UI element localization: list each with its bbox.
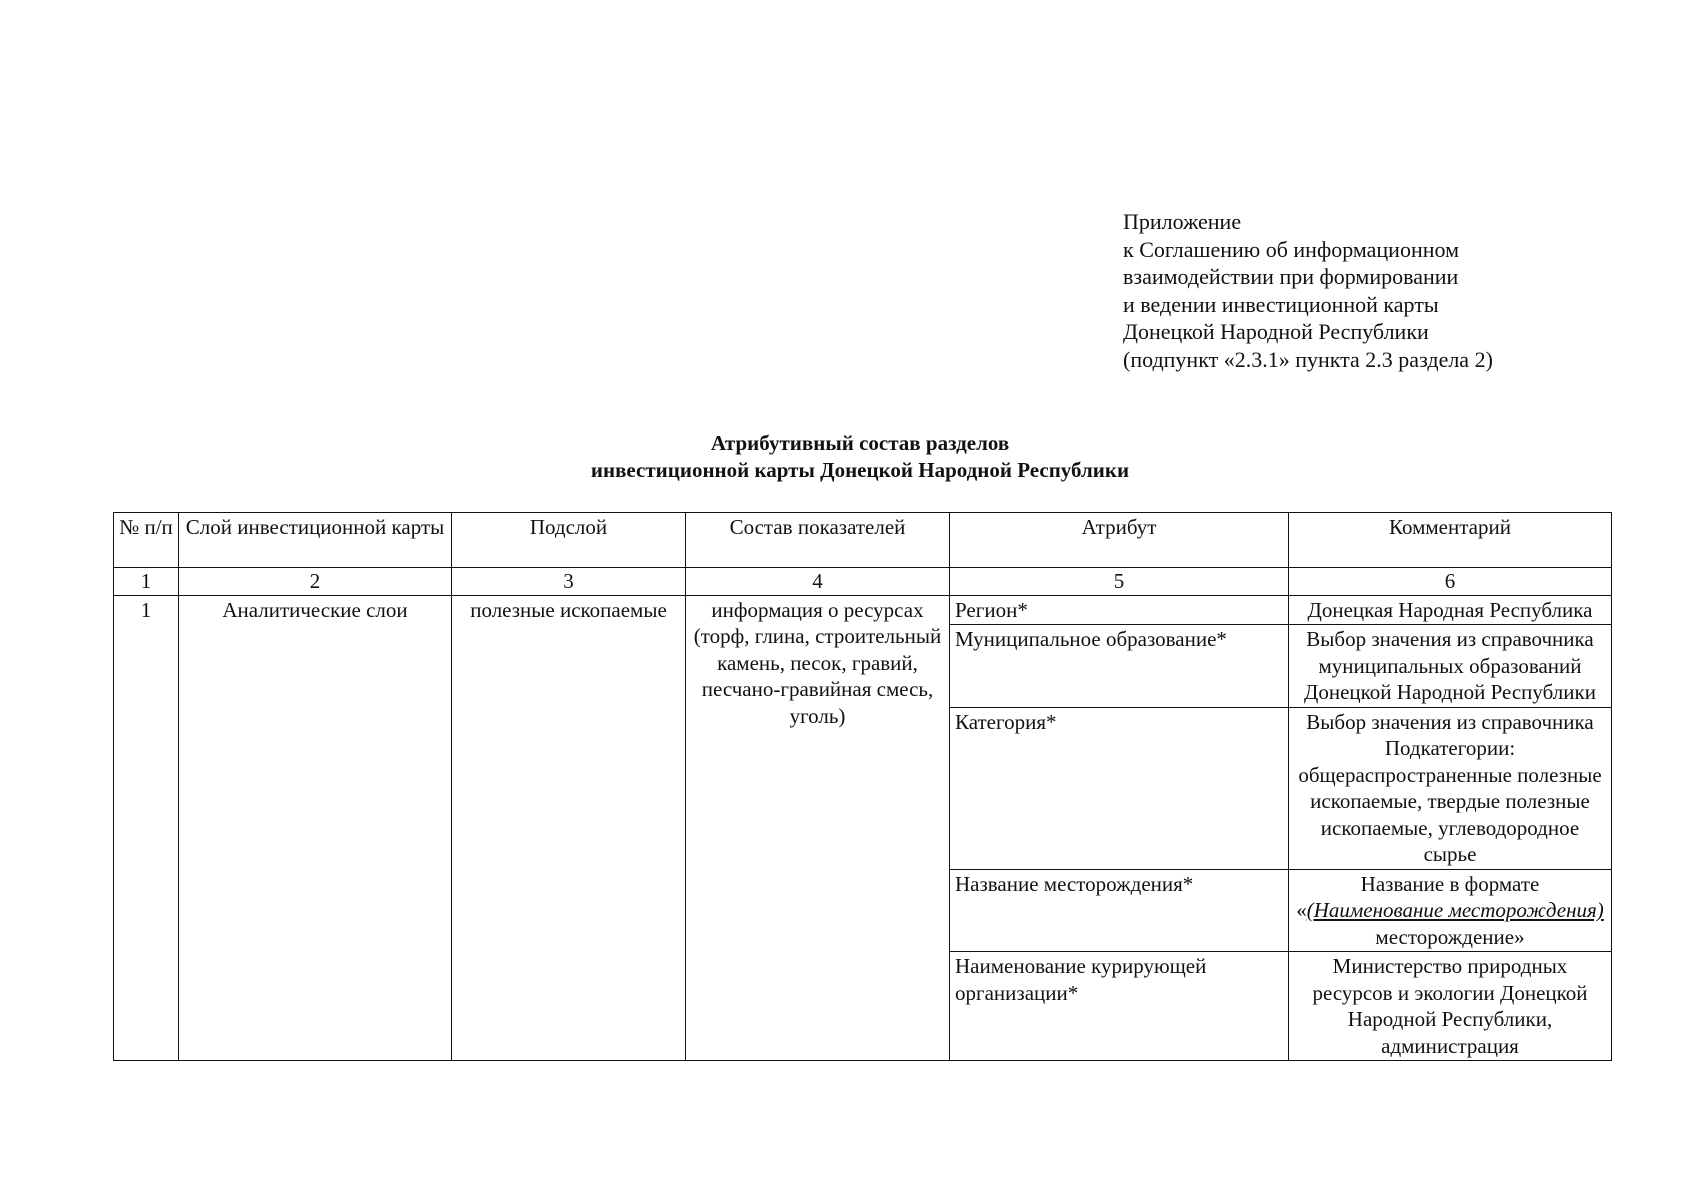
header-comment: Комментарий (1289, 513, 1612, 568)
appendix-line: Донецкой Народной Республики (1123, 319, 1429, 344)
row-indicators: информация о ресурсах (торф, глина, строительный камень, песок, гравий, песчано-гравийная смесь, уголь) (686, 595, 950, 1061)
appendix-note (1123, 208, 1493, 373)
attribute-cell: Название месторождения* (950, 869, 1289, 952)
appendix-line: и ведении инвестиционной карты (1123, 291, 1439, 317)
row-sublayer: полезные ископаемые (452, 595, 686, 1061)
comment-text: Название в формате « (1296, 871, 1540, 922)
comment-cell: Донецкая Народная Республика (1289, 595, 1612, 625)
column-number: 4 (686, 568, 950, 596)
column-number: 2 (179, 568, 452, 596)
column-number-row (114, 568, 1612, 596)
attributes-table (113, 512, 1612, 1061)
title-line-1: Атрибутивный состав разделов (710, 431, 1010, 455)
column-number: 5 (950, 568, 1289, 596)
attribute-cell: Наименование курирующей организации* (950, 952, 1289, 1061)
row-layer: Аналитические слои (179, 595, 452, 1061)
appendix-line: к Соглашению об информационном (1123, 236, 1459, 262)
header-layer: Слой инвестиционной карты (179, 513, 452, 568)
header-row (114, 513, 1612, 568)
column-number: 6 (1289, 568, 1612, 596)
comment-cell: Выбор значения из справочника муниципальных образований Донецкой Народной Республики (1289, 625, 1612, 708)
appendix-line: взаимодействии при формировании (1123, 264, 1459, 289)
attribute-cell: Регион* (950, 595, 1289, 625)
appendix-line: Приложение (1123, 209, 1242, 234)
column-number: 3 (452, 568, 686, 596)
attribute-cell: Муниципальное образование* (950, 625, 1289, 708)
comment-text: месторождение» (1375, 924, 1525, 949)
column-number: 1 (114, 568, 179, 596)
header-sublayer: Подслой (452, 513, 686, 568)
attribute-cell: Категория* (950, 707, 1289, 869)
appendix-line: (подпункт «2.3.1» пункта 2.3 раздела 2) (1123, 346, 1493, 372)
row-number: 1 (114, 595, 179, 1061)
comment-cell (1289, 869, 1612, 952)
comment-emphasis: (Наименование месторождения) (1306, 898, 1604, 922)
comment-cell: Выбор значения из справочника Подкатегории: общераспространенные полезные ископаемые, твердые полезные ископаемые, углеводородное сырье (1289, 707, 1612, 869)
title-line-2: инвестиционной карты Донецкой Народной Республики (590, 458, 1130, 482)
header-indicators: Состав показателей (686, 513, 950, 568)
document-title (0, 430, 1689, 484)
header-attribute: Атрибут (950, 513, 1289, 568)
comment-cell: Министерство природных ресурсов и экологии Донецкой Народной Республики, администрация (1289, 952, 1612, 1061)
header-num: № п/п (114, 513, 179, 568)
table-row (114, 595, 1612, 625)
